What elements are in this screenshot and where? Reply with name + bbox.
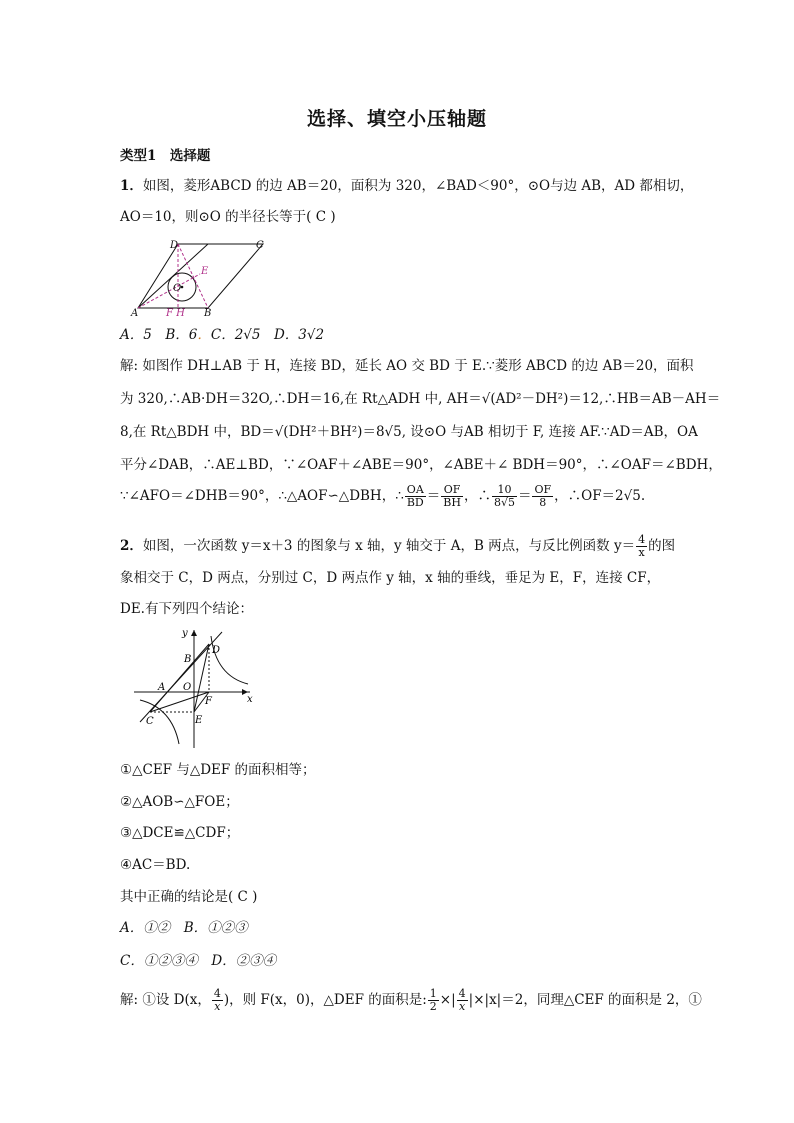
q2-sol-text-d: |×|x|＝2，同理△CEF 的面积是 2，① <box>468 992 702 1008</box>
fig1-label-o: O <box>173 283 182 294</box>
fig2-label-o: O <box>183 682 192 693</box>
fig2-label-c: C <box>146 716 154 727</box>
frac-denominator: x <box>459 1000 466 1013</box>
fig2-label-a: A <box>158 682 166 693</box>
frac-denominator: 8 <box>539 496 547 509</box>
q1-sol5-result: ，∴OF＝2√5. <box>554 488 646 504</box>
frac-numerator: OF <box>534 483 552 496</box>
frac-numerator: OF <box>441 484 463 497</box>
frac-denominator: x <box>638 546 645 559</box>
q1-solution-line2: 为 320,∴AB·DH＝32O,∴DH＝16,在 Rt△ADH 中, AH＝√(AD²－DH²)＝12,∴HB＝AB－AH＝ <box>120 391 721 407</box>
fig2-label-b: B <box>184 654 192 665</box>
q2-options-cd: C．①②③④ D．②③④ <box>120 953 277 969</box>
frac-denominator: BD <box>406 496 424 509</box>
therefore: ，∴ <box>463 488 491 504</box>
coordinate-figure <box>132 626 260 750</box>
q2-conclusion-4: ④AC＝BD. <box>120 857 191 873</box>
q2-number: 2． <box>120 538 143 554</box>
frac-numerator: 10 <box>492 484 517 497</box>
q1-line2: AO＝10，则⊙O 的半径长等于( C ) <box>120 209 336 225</box>
fig1-label-b: B <box>204 308 212 318</box>
q2-sol-frac-4-x-2 <box>457 988 468 1013</box>
q1-solution-line3: 8,在 Rt△BDH 中，BD＝√(DH²＋BH²)＝8√5, 设⊙O 与AB 相切于 F, 连接 AF.∵AD＝AB，OA <box>120 424 698 440</box>
frac-denominator: 8√5 <box>493 496 515 509</box>
q2-text1: 如图，一次函数 y＝x＋3 的图象与 x 轴，y 轴交于 A，B 两点，与反比例函数 y＝ <box>142 538 636 554</box>
frac-numerator: 4 <box>458 987 466 1000</box>
q2-conclusion-2: ②△AOB∽△FOE； <box>120 794 239 810</box>
frac-numerator: 1 <box>429 987 437 1000</box>
q1-text1: 如图，菱形ABCD 的边 AB＝20，面积为 320，∠BAD＜90°，⊙O与边 AB，AD 都相切， <box>142 178 694 194</box>
q1-frac-oa-bd <box>405 484 426 509</box>
q1-sol5-text: ∵∠AFO＝∠DHB＝90°，∴△AOF∽△DBH，∴ <box>120 488 404 504</box>
q2-sol-text-c: ×| <box>439 992 456 1008</box>
q1-frac-10 <box>492 484 517 509</box>
fig2-label-x: x <box>247 694 253 705</box>
q2-conclusion-3: ③△DCE≌△CDF； <box>120 825 240 841</box>
q2-sol-text-a: 解: ①设 D(x， <box>120 992 211 1008</box>
q1-frac-of-8 <box>532 484 553 509</box>
q2-question: 其中正确的结论是( C ) <box>120 889 258 905</box>
q1-option-d: D．3√2 <box>273 327 325 343</box>
fig2-label-f: F <box>205 696 212 707</box>
q1-number: 1． <box>120 178 143 194</box>
fig1-label-d: D <box>170 240 179 251</box>
fig1-label-c: C <box>256 240 264 251</box>
q2-text1b: 的图 <box>648 538 676 554</box>
frac-numerator: 4 <box>213 987 221 1000</box>
q2-sol-text-b: )，则 F(x，0)，△DEF 的面积是: <box>223 992 427 1008</box>
q1-option-c-value: 2√5 <box>234 327 261 343</box>
q2-solution-line1 <box>120 987 702 1013</box>
equals: ＝ <box>426 488 441 504</box>
page-title: 选择、填空小压轴题 <box>306 108 487 130</box>
q1-line1 <box>120 176 694 196</box>
q1-frac-of-bh <box>441 484 463 509</box>
frac-numerator: OA <box>406 483 424 496</box>
rhombus-figure <box>128 236 278 318</box>
q1-solution-line4: 平分∠DAB，∴AE⊥BD，∵∠OAF＋∠ABE＝90°，∠ABE＋∠ BDH＝90°，∴∠OAF＝∠BDH， <box>120 457 722 473</box>
frac-denominator: BH <box>443 496 461 509</box>
q1-solution-line5 <box>120 484 680 509</box>
q1-solution-line1: 解: 如图作 DH⊥AB 于 H，连接 BD，延长 AO 交 BD 于 E.∵菱形 ABCD 的边 AB＝20，面积 <box>120 358 694 374</box>
q2-sol-frac-half <box>428 988 439 1013</box>
q1-option-dot: ． <box>197 327 211 343</box>
fig2-label-e: E <box>195 715 203 726</box>
fig1-label-e: E <box>201 266 209 277</box>
fig1-label-a: A <box>131 308 139 318</box>
q2-conclusion-1: ①△CEF 与△DEF 的面积相等； <box>120 762 316 778</box>
equals: ＝ <box>517 488 532 504</box>
q2-line2: 象相交于 C，D 两点，分别过 C，D 两点作 y 轴，x 轴的垂线，垂足为 E，F，连接 CF， <box>120 570 661 586</box>
q2-line3: DE.有下列四个结论： <box>120 601 253 617</box>
fig2-label-y: y <box>182 628 188 639</box>
q1-option-ab: A．5 B．6 <box>120 327 198 343</box>
section-heading: 类型1 选择题 <box>120 148 211 164</box>
q1-option-c: C． <box>210 327 235 343</box>
q1-options <box>120 325 680 345</box>
fig2-label-d: D <box>212 645 221 656</box>
q2-frac-4-x <box>636 534 647 559</box>
q2-line1 <box>120 534 680 559</box>
fig1-label-fh: F H <box>166 308 185 318</box>
q2-options-ab: A．①② B．①②③ <box>120 920 248 936</box>
frac-denominator: x <box>214 1000 221 1013</box>
q2-sol-frac-4-x <box>212 988 223 1013</box>
frac-numerator: 4 <box>638 533 646 546</box>
frac-denominator: 2 <box>429 1000 437 1013</box>
